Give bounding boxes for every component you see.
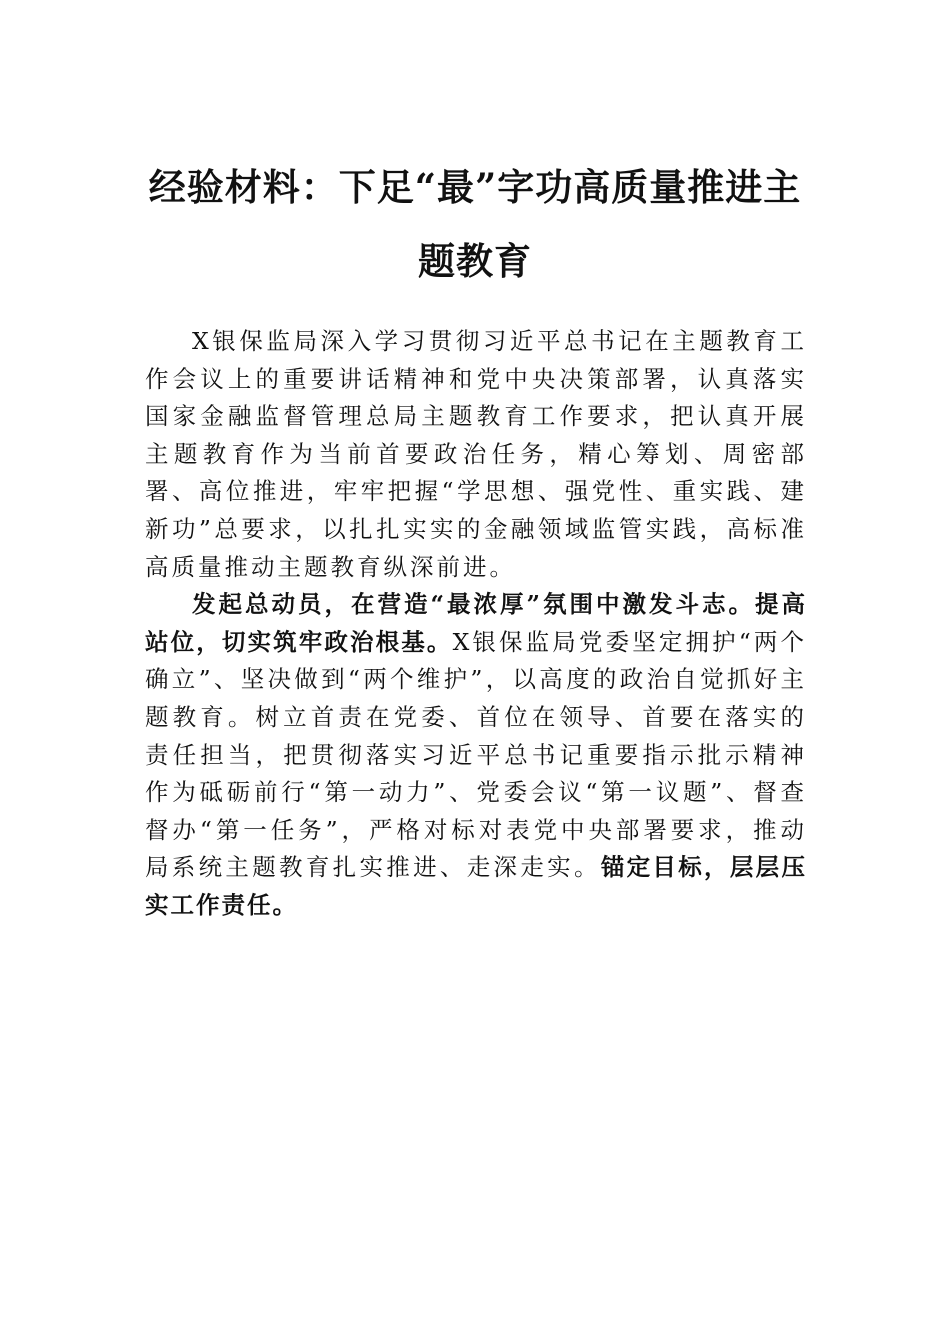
- paragraph-intro: [145, 323, 807, 586]
- subheading-bold: 锚定目标，层层压实工作责任。: [145, 853, 807, 919]
- document-body: [145, 323, 807, 925]
- document-title: 经验材料：下足“最”字功高质量推进主题教育: [148, 165, 802, 283]
- paragraph-text: X银保监局党委坚定拥护“两个确立”、坚决做到“两个维护”，以高度的政治自觉抓好主题教育。树立首责在党委、首位在领导、首要在落实的责任担当，把贯彻落实习近平总书记重要指示批示精神作为砥砺前行“第一动力”、党委会议“第一议题”、督查督办“第一任务”，严格对标对表党中央部署要求，推动局系统主题教育扎实推进、走深走实。: [145, 627, 807, 882]
- paragraph-text: X银保监局深入学习贯彻习近平总书记在主题教育工作会议上的重要讲话精神和党中央决策部署，认真落实国家金融监督管理总局主题教育工作要求，把认真开展主题教育作为当前首要政治任务，精心筹划、周密部署、高位推进，牢牢把握“学思想、强党性、重实践、建新功”总要求，以扎扎实实的金融领域监管实践，高标准高质量推动主题教育纵深前进。: [145, 327, 807, 581]
- paragraph-mobilization: [145, 586, 807, 924]
- section-heading-bold: 发起总动员，在营造“最浓厚”氛围中激发斗志。提高站位，切实筑牢政治根基。: [145, 590, 807, 656]
